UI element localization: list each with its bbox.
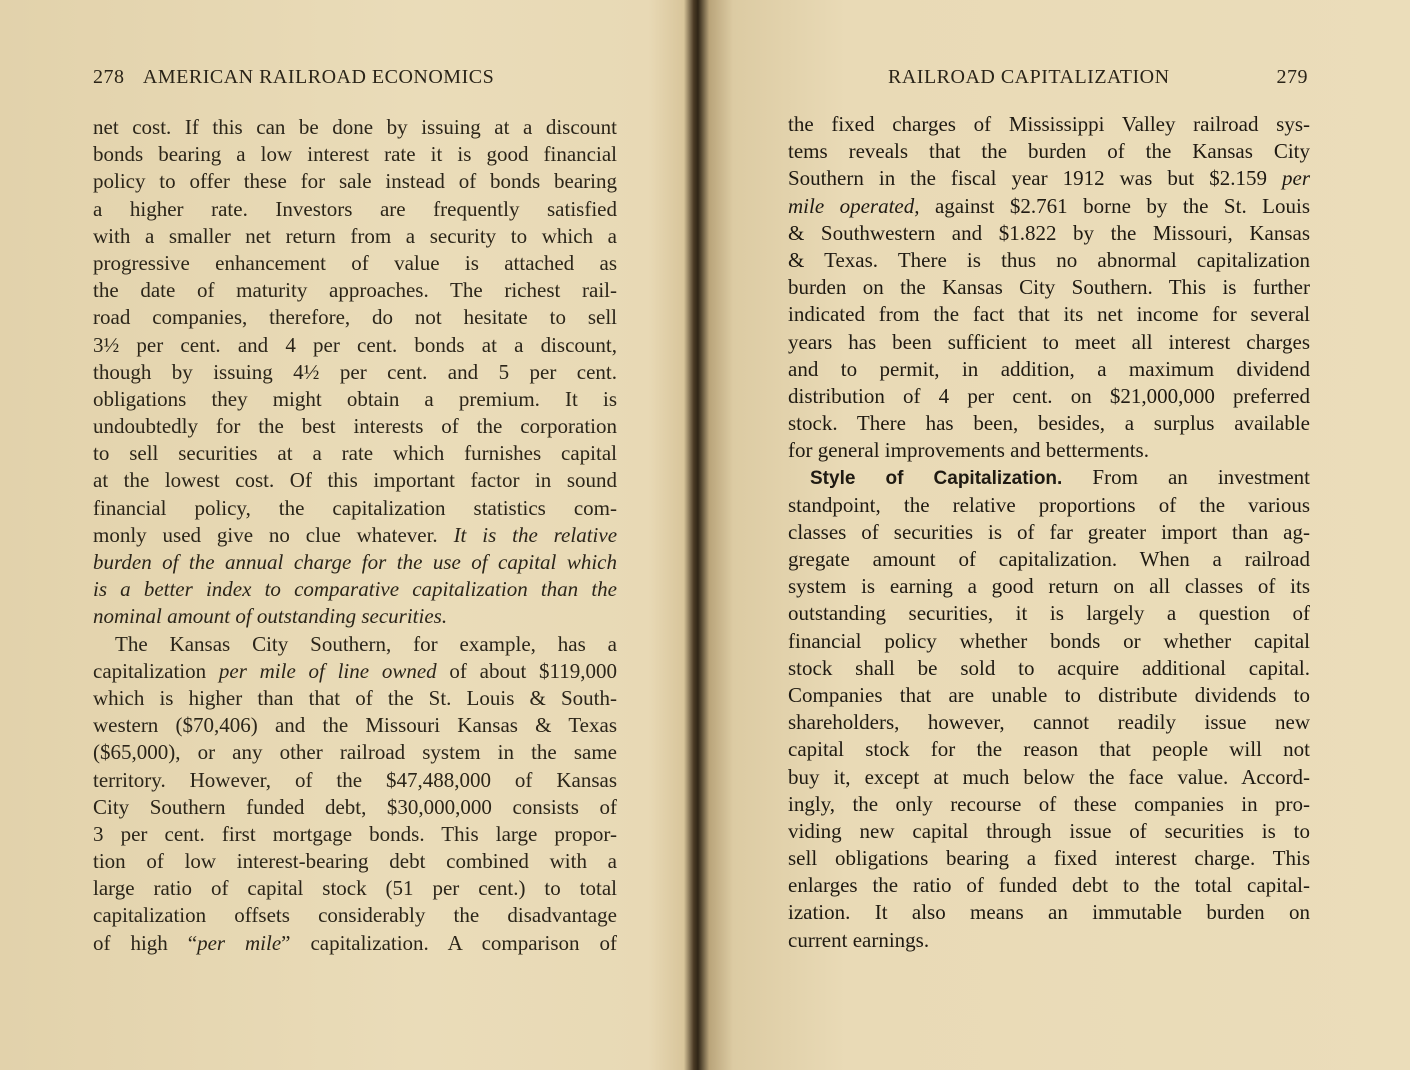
text-line: for general improvements and betterments. — [788, 438, 1149, 463]
text-line: territory. However, of the $47,488,000 of Kansas — [93, 767, 617, 792]
text-run: against $2.761 borne by the St. Louis — [934, 193, 1310, 218]
text-line: ingly, the only recourse of these companies in pro- — [788, 791, 1310, 816]
italic-run: per mile — [197, 930, 282, 955]
text-run: Southern in the fiscal year 1912 was but $2.159 — [788, 166, 1267, 191]
text-run: capitalization — [93, 658, 207, 683]
left-page — [0, 0, 700, 1070]
text-line-mixed — [93, 522, 617, 549]
text-line-italic — [93, 603, 617, 630]
text-line: enlarges the ratio of funded debt to the total capital- — [788, 873, 1310, 898]
text-line: the date of maturity approaches. The richest rail- — [93, 278, 617, 303]
right-body-text — [788, 111, 1310, 954]
text-line-mixed — [788, 193, 1310, 220]
text-line: financial policy whether bonds or whether capital — [788, 628, 1310, 653]
text-run: monly used give no clue whatever. — [93, 522, 438, 547]
text-line: though by issuing 4½ per cent. and 5 per cent. — [93, 359, 617, 384]
text-line: to sell securities at a rate which furnishes capital — [93, 441, 617, 466]
text-line: progressive enhancement of value is attached as — [93, 250, 617, 275]
text-run: of high “ — [93, 930, 198, 955]
text-line: policy to offer these for sale instead of bonds bearing — [93, 169, 617, 194]
text-line: distribution of 4 per cent. on $21,000,000 preferred — [788, 383, 1310, 408]
text-line: system is earning a good return on all classes of its — [788, 574, 1310, 599]
text-line: the fixed charges of Mississippi Valley railroad sys- — [788, 112, 1310, 136]
italic-run: mile operated, — [788, 193, 920, 218]
left-page-number: 278 — [93, 66, 125, 88]
text-line-mixed — [788, 464, 1310, 491]
text-line: classes of securities is of far greater import than ag- — [788, 519, 1310, 544]
right-page — [705, 0, 1410, 1070]
text-line: buy it, except at much below the face value. Accord- — [788, 764, 1310, 789]
text-line: stock shall be sold to acquire additional capital. — [788, 655, 1310, 680]
text-line-mixed — [93, 930, 617, 957]
text-line: financial policy, the capitalization statistics com- — [93, 495, 617, 520]
text-run: of about $119,000 — [449, 658, 618, 683]
text-line: ization. It also means an immutable burden on — [788, 900, 1310, 925]
text-line: road companies, therefore, do not hesitate to sell — [93, 305, 617, 330]
text-line: burden on the Kansas City Southern. This is further — [788, 275, 1310, 300]
text-line: with a smaller net return from a security to which a — [93, 223, 617, 248]
text-line: ($65,000), or any other railroad system in the same — [93, 740, 617, 765]
text-run: ” capitalization. A comparison of — [281, 930, 617, 955]
italic-run: is a better index to comparative capitalization than the — [93, 577, 617, 602]
text-line: & Texas. There is thus no abnormal capitalization — [788, 247, 1310, 272]
left-running-head — [93, 66, 618, 89]
text-line: shareholders, however, cannot readily issue new — [788, 710, 1310, 735]
text-line: gregate amount of capitalization. When a railroad — [788, 547, 1310, 571]
text-line: a higher rate. Investors are frequently satisfied — [93, 196, 617, 221]
left-body-text — [93, 114, 617, 957]
text-line-italic — [93, 576, 617, 603]
italic-run: It is the relative — [453, 522, 618, 547]
text-line: obligations they might obtain a premium. It is — [93, 386, 617, 411]
text-line: bonds bearing a low interest rate it is good financial — [93, 142, 617, 167]
text-line: tems reveals that the burden of the Kansas City — [788, 139, 1310, 164]
text-line: years has been sufficient to meet all interest charges — [788, 329, 1310, 354]
text-line-mixed — [788, 165, 1310, 192]
text-run: From an investment — [1092, 465, 1310, 490]
text-line: current earnings. — [788, 927, 930, 952]
text-line: Companies that are unable to distribute dividends to — [788, 682, 1310, 707]
italic-run: nominal amount of outstanding securities. — [93, 604, 448, 629]
text-line: sell obligations bearing a fixed interest charge. This — [788, 846, 1310, 871]
text-line: City Southern funded debt, $30,000,000 consists of — [93, 794, 617, 819]
text-line: at the lowest cost. Of this important factor in sound — [93, 468, 617, 493]
text-line: undoubtedly for the best interests of the corporation — [93, 414, 617, 439]
text-line: capitalization offsets considerably the disadvantage — [93, 903, 617, 928]
text-line: 3 per cent. first mortgage bonds. This large propor- — [93, 821, 617, 846]
text-line: indicated from the fact that its net income for several — [788, 302, 1310, 327]
text-line: large ratio of capital stock (51 per cent.) to total — [93, 876, 617, 901]
text-line: tion of low interest-bearing debt combined with a — [93, 849, 617, 874]
text-line: which is higher than that of the St. Louis & South- — [93, 685, 617, 710]
right-page-number: 279 — [1276, 66, 1308, 88]
left-running-title: AMERICAN RAILROAD ECONOMICS — [142, 66, 495, 88]
text-line: 3½ per cent. and 4 per cent. bonds at a discount, — [93, 332, 617, 357]
text-line: viding new capital through issue of securities is to — [788, 818, 1310, 843]
italic-run: burden of the annual charge for the use of capital which — [93, 550, 617, 574]
text-line: The Kansas City Southern, for example, has a — [115, 631, 617, 656]
text-line-italic — [93, 549, 617, 576]
italic-run: per — [1282, 166, 1311, 191]
text-line: capital stock for the reason that people will not — [788, 737, 1310, 762]
section-heading: Style of Capitalization. — [810, 468, 1063, 490]
text-line: and to permit, in addition, a maximum dividend — [788, 356, 1310, 381]
text-line: standpoint, the relative proportions of the various — [788, 492, 1310, 517]
italic-run: per mile of line owned — [218, 658, 437, 683]
text-line-mixed — [93, 658, 617, 685]
text-line: western ($70,406) and the Missouri Kansas & Texas — [93, 713, 617, 738]
text-line: net cost. If this can be done by issuing at a discount — [93, 115, 617, 139]
text-line: outstanding securities, it is largely a question of — [788, 601, 1310, 626]
text-line: & Southwestern and $1.822 by the Missouri, Kansas — [788, 220, 1310, 245]
right-running-title: RAILROAD CAPITALIZATION — [888, 66, 1170, 88]
text-line: stock. There has been, besides, a surplus available — [788, 411, 1310, 436]
